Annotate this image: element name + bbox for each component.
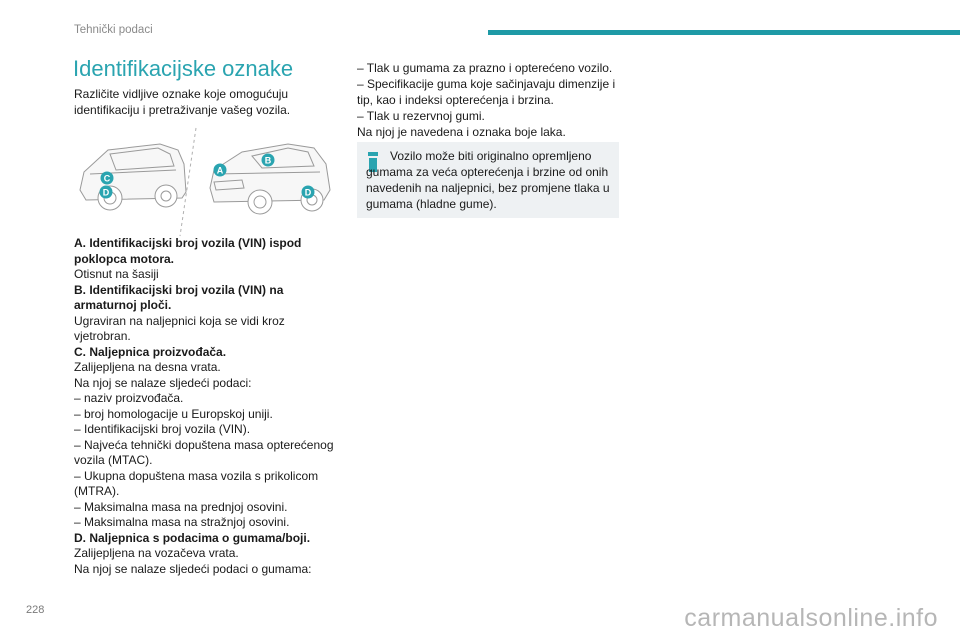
svg-text:C: C: [103, 173, 111, 184]
identification-list: [74, 236, 336, 577]
item-c-text: Zalijepljena na desna vrata.: [74, 360, 221, 374]
item-b-text: Ugraviran na naljepnici koja se vidi kroz vjetrobran.: [74, 313, 285, 343]
svg-text:B: B: [264, 155, 272, 166]
list-item: – Maksimalna masa na prednjoj osovini.: [74, 499, 288, 514]
item-a-title: A. Identifikacijski broj vozila (VIN) ispod poklopca motora.: [74, 236, 302, 266]
item-c-title: C. Naljepnica proizvođača.: [74, 344, 227, 359]
svg-text:A: A: [216, 165, 224, 176]
list-item: – Tlak u rezervnoj gumi.: [357, 109, 485, 123]
list-item: – Maksimalna masa na stražnjoj osovini.: [74, 515, 290, 529]
svg-text:D: D: [102, 187, 110, 198]
svg-text:D: D: [304, 187, 312, 198]
marker-d-left: [100, 186, 113, 199]
header-accent-bar: [488, 30, 960, 35]
marker-c: [101, 172, 114, 185]
section-title: Identifikacijske oznake: [73, 56, 294, 81]
info-note-text: Vozilo može biti originalno opremljeno gumama za veća opterećenja i brzine od onih navedenih na naljepnici, bez promjene tlaka u gumama (hladne gume).: [366, 149, 610, 211]
list-item: – Tlak u gumama za prazno i opterećeno vozilo.: [357, 61, 613, 75]
watermark: carmanualsonline.info: [684, 604, 938, 632]
item-d-title: D. Naljepnica s podacima o gumama/boji.: [74, 530, 311, 545]
intro-text: Različite vidljive oznake koje omogućuju identifikaciju i pretraživanje vašeg vozila.: [74, 87, 291, 117]
item-c-text: Na njoj se nalaze sljedeći podaci:: [74, 375, 252, 390]
marker-a: [214, 164, 227, 177]
list-item: – Identifikacijski broj vozila (VIN).: [74, 422, 251, 436]
item-d-text: Zalijepljena na vozačeva vrata.: [74, 546, 239, 560]
item-b-title: B. Identifikacijski broj vozila (VIN) na armaturnoj ploči.: [74, 282, 284, 312]
marker-b: [262, 154, 275, 167]
list-item: – broj homologacije u Europskoj uniji.: [74, 406, 273, 421]
info-note: [357, 142, 619, 218]
page-number: 228: [26, 604, 45, 616]
paint-code-text: Na njoj je navedena i oznaka boje laka.: [357, 125, 566, 139]
item-d-text: Na njoj se nalaze sljedeći podaci o gumama:: [74, 561, 312, 576]
list-item: – Specifikacije guma koje sačinjavaju dimenzije i tip, kao i indeksi opterećenja i brzina.: [357, 77, 616, 107]
list-item: – naziv proizvođača.: [74, 391, 184, 405]
marker-d-right: [302, 186, 315, 199]
vehicle-illustration: [74, 126, 334, 238]
tyre-data-list: [357, 60, 623, 140]
list-item: – Ukupna dopuštena masa vozila s prikolicom (MTRA).: [74, 468, 319, 498]
header-title: Tehnički podaci: [74, 24, 153, 36]
vehicle-identification-figure: [74, 126, 334, 238]
list-item: – Najveća tehnički dopuštena masa opterećenog vozila (MTAC).: [74, 437, 334, 467]
item-a-text: Otisnut na šasiji: [74, 267, 159, 281]
